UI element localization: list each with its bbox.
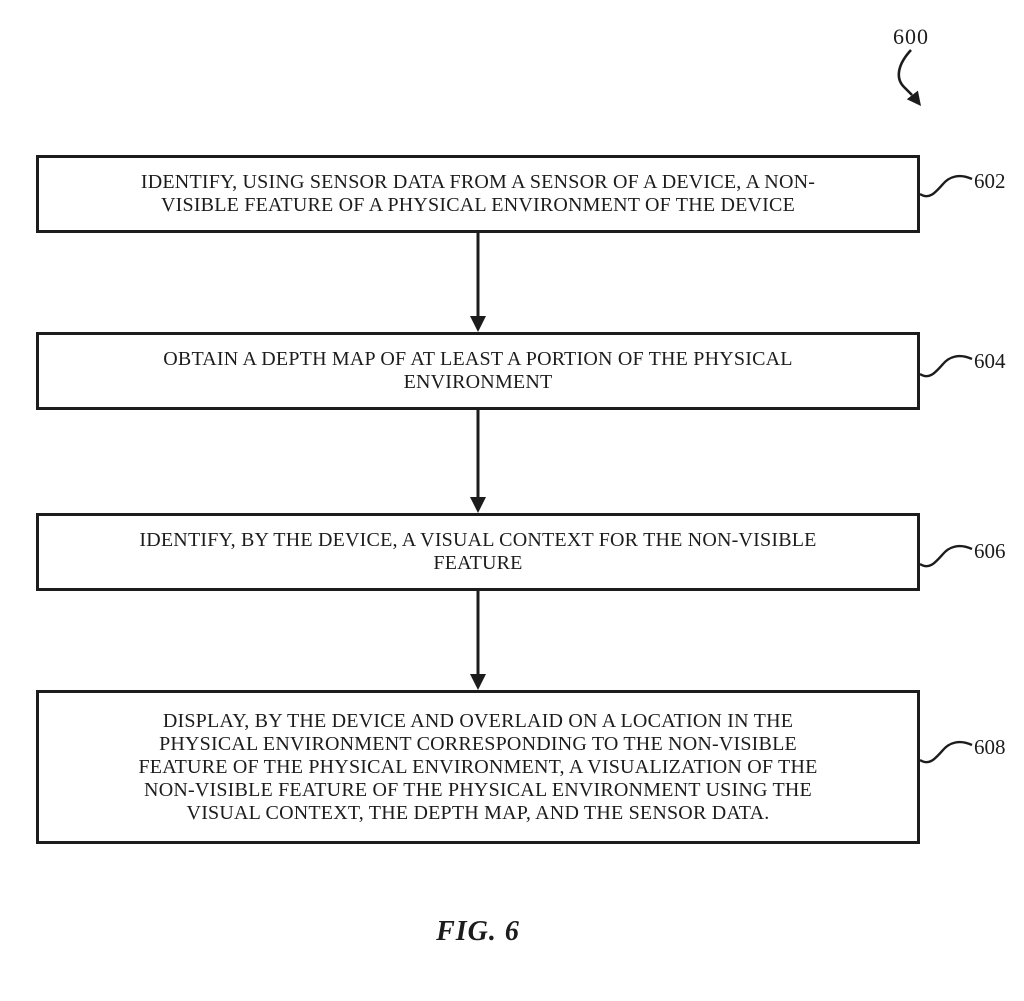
- lead-line-icon: [919, 347, 973, 379]
- figure-ref-number: 600: [893, 24, 929, 49]
- ref-number-606: 606: [974, 539, 1006, 563]
- flow-arrow-icon: [466, 410, 490, 514]
- step-text-line: VISIBLE FEATURE OF A PHYSICAL ENVIRONMENT OF THE DEVICE: [161, 194, 795, 216]
- step-text-line: ENVIRONMENT: [403, 371, 553, 393]
- ref-number-608: 608: [974, 735, 1006, 759]
- step-text-line: OBTAIN A DEPTH MAP OF AT LEAST A PORTION OF THE PHYSICAL: [163, 348, 793, 370]
- flow-step-box-602: [36, 155, 920, 233]
- step-text-line: IDENTIFY, USING SENSOR DATA FROM A SENSOR OF A DEVICE, A NON-: [140, 171, 816, 193]
- figure-ref-arrow-icon: [890, 48, 938, 108]
- lead-line-icon: [919, 733, 973, 765]
- flow-step-box-606: [36, 513, 920, 591]
- flow-step-box-608: [36, 690, 920, 844]
- step-text-line: DISPLAY, BY THE DEVICE AND OVERLAID ON A LOCATION IN THE: [162, 709, 794, 732]
- flow-arrow-icon: [466, 591, 490, 691]
- lead-line-icon: [919, 537, 973, 569]
- step-text-line: VISUAL CONTEXT, THE DEPTH MAP, AND THE SENSOR DATA.: [186, 801, 770, 824]
- flow-arrow-icon: [466, 233, 490, 333]
- step-text-line: IDENTIFY, BY THE DEVICE, A VISUAL CONTEXT FOR THE NON-VISIBLE: [139, 529, 817, 551]
- step-text-line: FEATURE: [433, 552, 523, 574]
- flow-step-box-604: [36, 332, 920, 410]
- ref-number-604: 604: [974, 349, 1006, 373]
- step-text-line: FEATURE OF THE PHYSICAL ENVIRONMENT, A VISUALIZATION OF THE: [138, 755, 818, 778]
- ref-number-602: 602: [974, 169, 1006, 193]
- figure-caption: FIG. 6: [436, 916, 520, 947]
- step-text-line: PHYSICAL ENVIRONMENT CORRESPONDING TO THE NON-VISIBLE: [159, 732, 797, 755]
- lead-line-icon: [919, 167, 973, 199]
- step-text-line: NON-VISIBLE FEATURE OF THE PHYSICAL ENVIRONMENT USING THE: [144, 778, 812, 801]
